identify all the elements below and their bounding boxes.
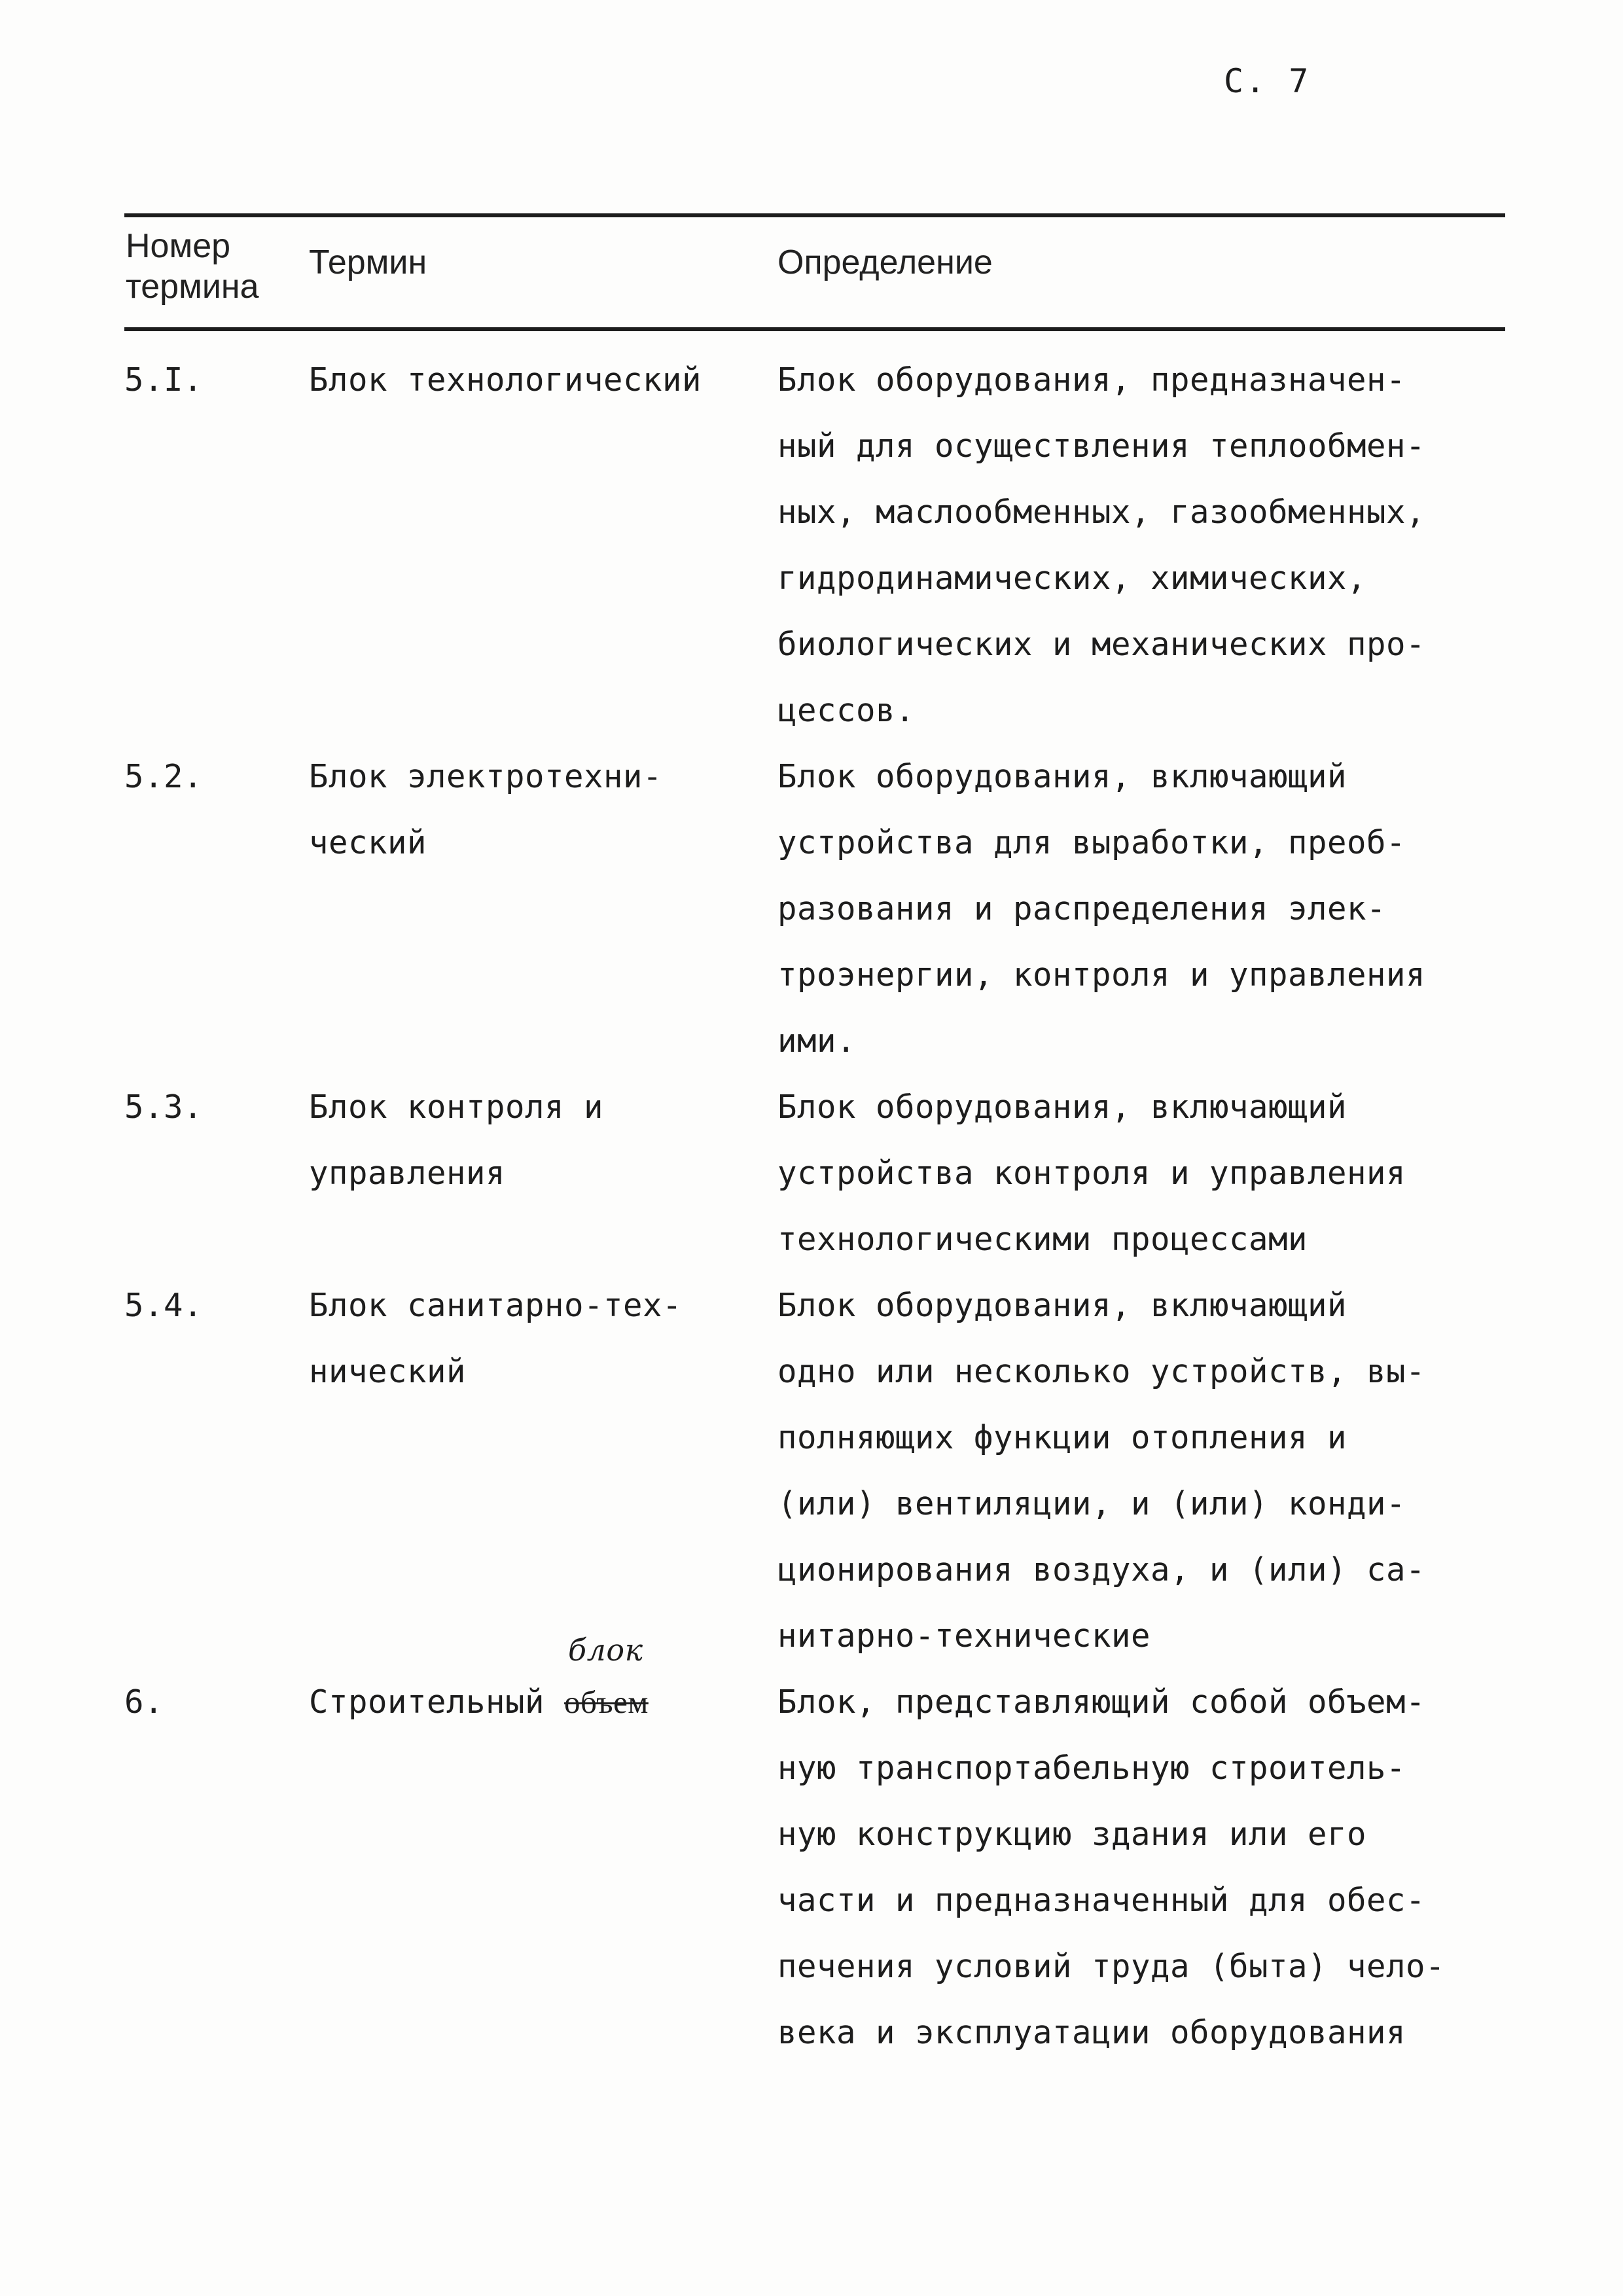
table-row [124,1074,1505,1272]
header-definition: Определение [777,243,993,281]
term-name: Блок электротехни- ческий [309,758,663,861]
term-definition: Блок, представляющий собой объем- ную транспортабельную строитель- ную конструкцию здания или его части и предназначенный для обес- печения условий труда (быта) чело- века и эксплуатации оборудования [777,1683,1446,2051]
handwritten-word: блок [568,1632,643,1668]
term-name: Блок санитарно-тех- нический [309,1287,683,1390]
term-name-text: Строительный [309,1683,545,1721]
term-number: 5.4. [124,1287,204,1324]
term-number: 5.I. [124,361,204,399]
term-name: Блок контроля и управления [309,1088,604,1192]
term-name: Блок технологический [309,361,702,399]
term-number: 5.3. [124,1088,204,1126]
page-number: С. 7 [1224,62,1311,100]
term-definition: Блок оборудования, предназначен- ный для осуществления теплообмен- ных, маслообменных, газообменных, гидродинамических, химических, биологических и механических про- цессов. [777,361,1426,729]
table-row [124,744,1505,1074]
table-top-rule [124,213,1505,217]
header-number: Номер термина [126,227,259,306]
term-number: 5.2. [124,758,204,795]
term-name [309,1632,767,1735]
struck-word: объем [564,1684,649,1720]
term-number: 6. [124,1683,164,1721]
term-definition: Блок оборудования, включающий устройства для выработки, преоб- разования и распределения элек- троэнергии, контроля и управления ими. [777,758,1426,1060]
table-row [124,1632,1505,2066]
table-row [124,347,1505,744]
handwritten-correction [564,1632,649,1735]
terms-table [124,347,1505,2066]
table-header-rule [124,327,1505,331]
header-term: Термин [309,243,427,281]
term-definition: Блок оборудования, включающий одно или несколько устройств, вы- полняющих функции отопления и (или) вентиляции, и (или) конди- ционирования воздуха, и (или) са- нитарно-технические [777,1287,1426,1655]
term-definition: Блок оборудования, включающий устройства контроля и управления технологическими процессами [777,1088,1406,1258]
table-row [124,1272,1505,1669]
